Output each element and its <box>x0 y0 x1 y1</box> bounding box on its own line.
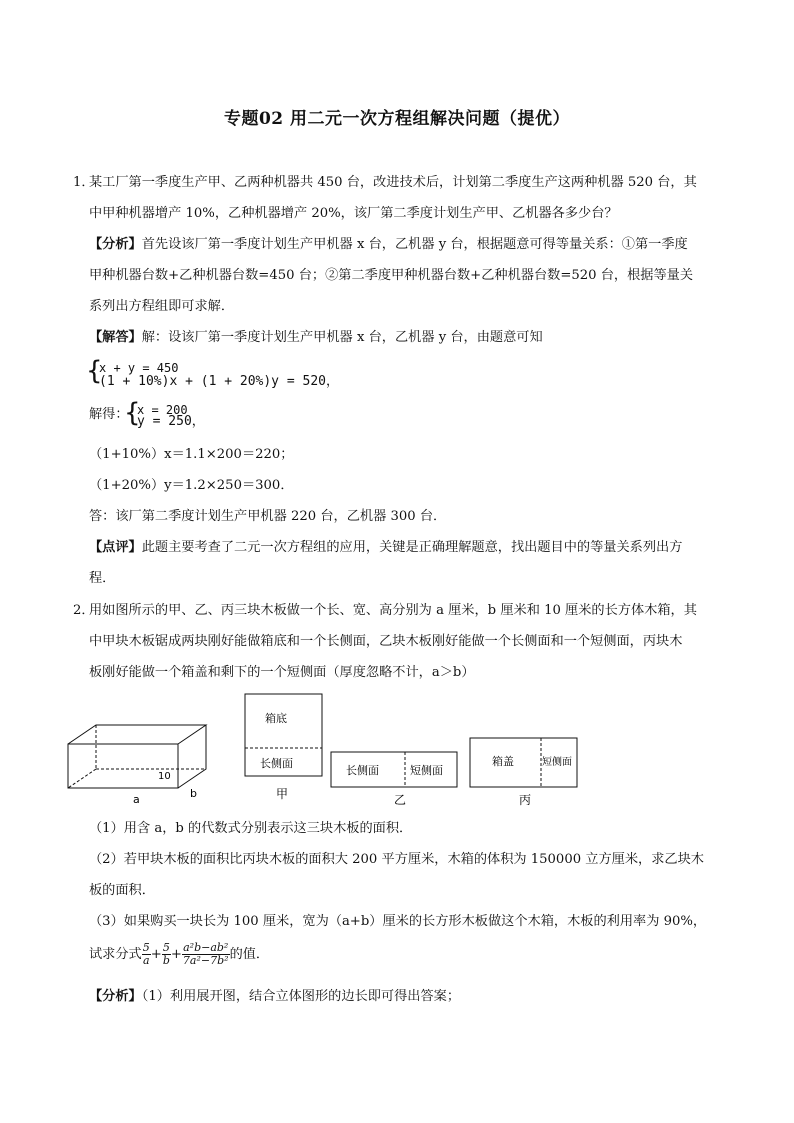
q1-comment-line1: 【点评】此题主要考查了二元一次方程组的应用，关键是正确理解题意，找出题目中的等量关系列出方 <box>89 540 683 555</box>
q1-solve-label: 解得： <box>89 407 129 422</box>
q2-text-line1: 用如图所示的甲、乙、丙三块木板做一个长、宽、高分别为 a 厘米，b 厘米和 10 厘米的长方体木箱，其 <box>89 603 697 618</box>
q1-equation-2: (1 + 10%)x + (1 + 20%)y = 520， <box>99 374 339 389</box>
q2-sub3-line2: 试求分式 $\frac{5}{a}$ + $\frac{5}{b}$ + $\frac{\text{a²b−ab²}}{\text{7a²−7b²}}$ 的值． <box>89 941 270 967</box>
q1-analysis-line2: 甲种机器台数+乙种机器台数=450 台；②第二季度甲种机器台数+乙种机器台数=520 台，根据等量关 <box>89 268 694 283</box>
board-yi-name: 乙 <box>394 793 407 807</box>
q1-solution-x: x = 200 <box>137 403 188 417</box>
q1-equation-brace: { <box>86 356 103 386</box>
q1-comment-line2: 程． <box>89 571 116 586</box>
q1-solution-y: y = 250， <box>137 414 205 429</box>
fraction-5-over-a: $\frac{5}{a}$ <box>142 941 150 967</box>
board-bing-left-label: 箱盖 <box>492 755 514 768</box>
q1-answer: 答：该厂第二季度计划生产甲机器 220 台，乙机器 300 台． <box>89 509 447 524</box>
q2-number: 2． <box>73 603 95 618</box>
box-height-label: 10 <box>158 771 171 782</box>
board-yi-left-label: 长侧面 <box>346 764 379 777</box>
board-yi-right-label: 短侧面 <box>410 764 443 777</box>
box-a-label: a <box>133 793 140 806</box>
q1-calc-2: （1+20%）y＝1.2×250＝300． <box>89 478 294 493</box>
q1-analysis-line1: 【分析】首先设该厂第一季度计划生产甲机器 x 台，乙机器 y 台，根据题意可得等量关系：①第一季度 <box>89 237 688 252</box>
board-jia-top-label: 箱底 <box>265 712 287 725</box>
q2-sub2-line1: （2）若甲块木板的面积比丙块木板的面积大 200 平方厘米，木箱的体积为 150000 立方厘米，求乙块木 <box>89 852 704 867</box>
board-jia-bottom-label: 长侧面 <box>260 757 293 770</box>
q1-calc-1: （1+10%）x＝1.1×200＝220； <box>89 447 294 462</box>
q2-sub1: （1）用含 a，b 的代数式分别表示这三块木板的面积． <box>89 821 413 836</box>
fraction-algebraic: $\frac{\text{a²b−ab²}}{\text{7a²−7b²}}$ <box>182 941 229 967</box>
q2-sub3-line1: （3）如果购买一块长为 100 厘米，宽为（a+b）厘米的长方形木板做这个木箱，木板的利用率为 90%， <box>89 914 707 929</box>
q1-number: 1． <box>73 175 95 190</box>
q1-analysis-line3: 系列出方程组即可求解． <box>89 299 235 314</box>
q2-analysis-line1: 【分析】（1）利用展开图，结合立体图形的边长即可得出答案； <box>89 989 461 1004</box>
q1-solution-line1: 【解答】解：设该厂第一季度计划生产甲机器 x 台，乙机器 y 台，由题意可知 <box>89 330 543 345</box>
page-title: 专题02 用二元一次方程组解决问题（提优） <box>223 109 571 129</box>
q1-text-line2: 中甲种机器增产 10%，乙种机器增产 20%，该厂第二季度计划生产甲、乙机器各多少台？ <box>89 206 618 221</box>
q2-analysis-label: 【分析】 <box>89 989 142 1004</box>
board-bing-name: 丙 <box>519 793 532 807</box>
analysis-label: 【分析】 <box>89 237 142 252</box>
board-jia-name: 甲 <box>276 787 289 801</box>
fraction-5-over-b: $\frac{5}{b}$ <box>162 941 170 967</box>
q1-text-line1: 某工厂第一季度生产甲、乙两种机器共 450 台，改进技术后，计划第二季度生产这两种机器 520 台，其 <box>89 175 697 190</box>
q2-text-line2: 中甲块木板锯成两块刚好能做箱底和一个长侧面，乙块木板刚好能做一个长侧面和一个短侧面，丙块木 <box>89 634 683 649</box>
box-hidden-edge-depth <box>68 769 96 788</box>
q2-text-line3: 板刚好能做一个箱盖和剩下的一个短侧面（厚度忽略不计，a＞b） <box>89 665 475 680</box>
box-b-label: b <box>190 787 197 800</box>
q2-figure <box>0 690 794 820</box>
comment-label: 【点评】 <box>89 540 142 555</box>
solution-label: 【解答】 <box>89 330 142 345</box>
box-top-face <box>68 725 206 744</box>
q2-sub2-line2: 板的面积． <box>89 883 155 898</box>
box-3d-drawing <box>68 725 206 788</box>
q1-solution-brace: { <box>124 398 141 428</box>
q1-equation-1: x + y = 450 <box>99 361 179 375</box>
board-bing-right-label: 短侧面 <box>542 757 572 768</box>
